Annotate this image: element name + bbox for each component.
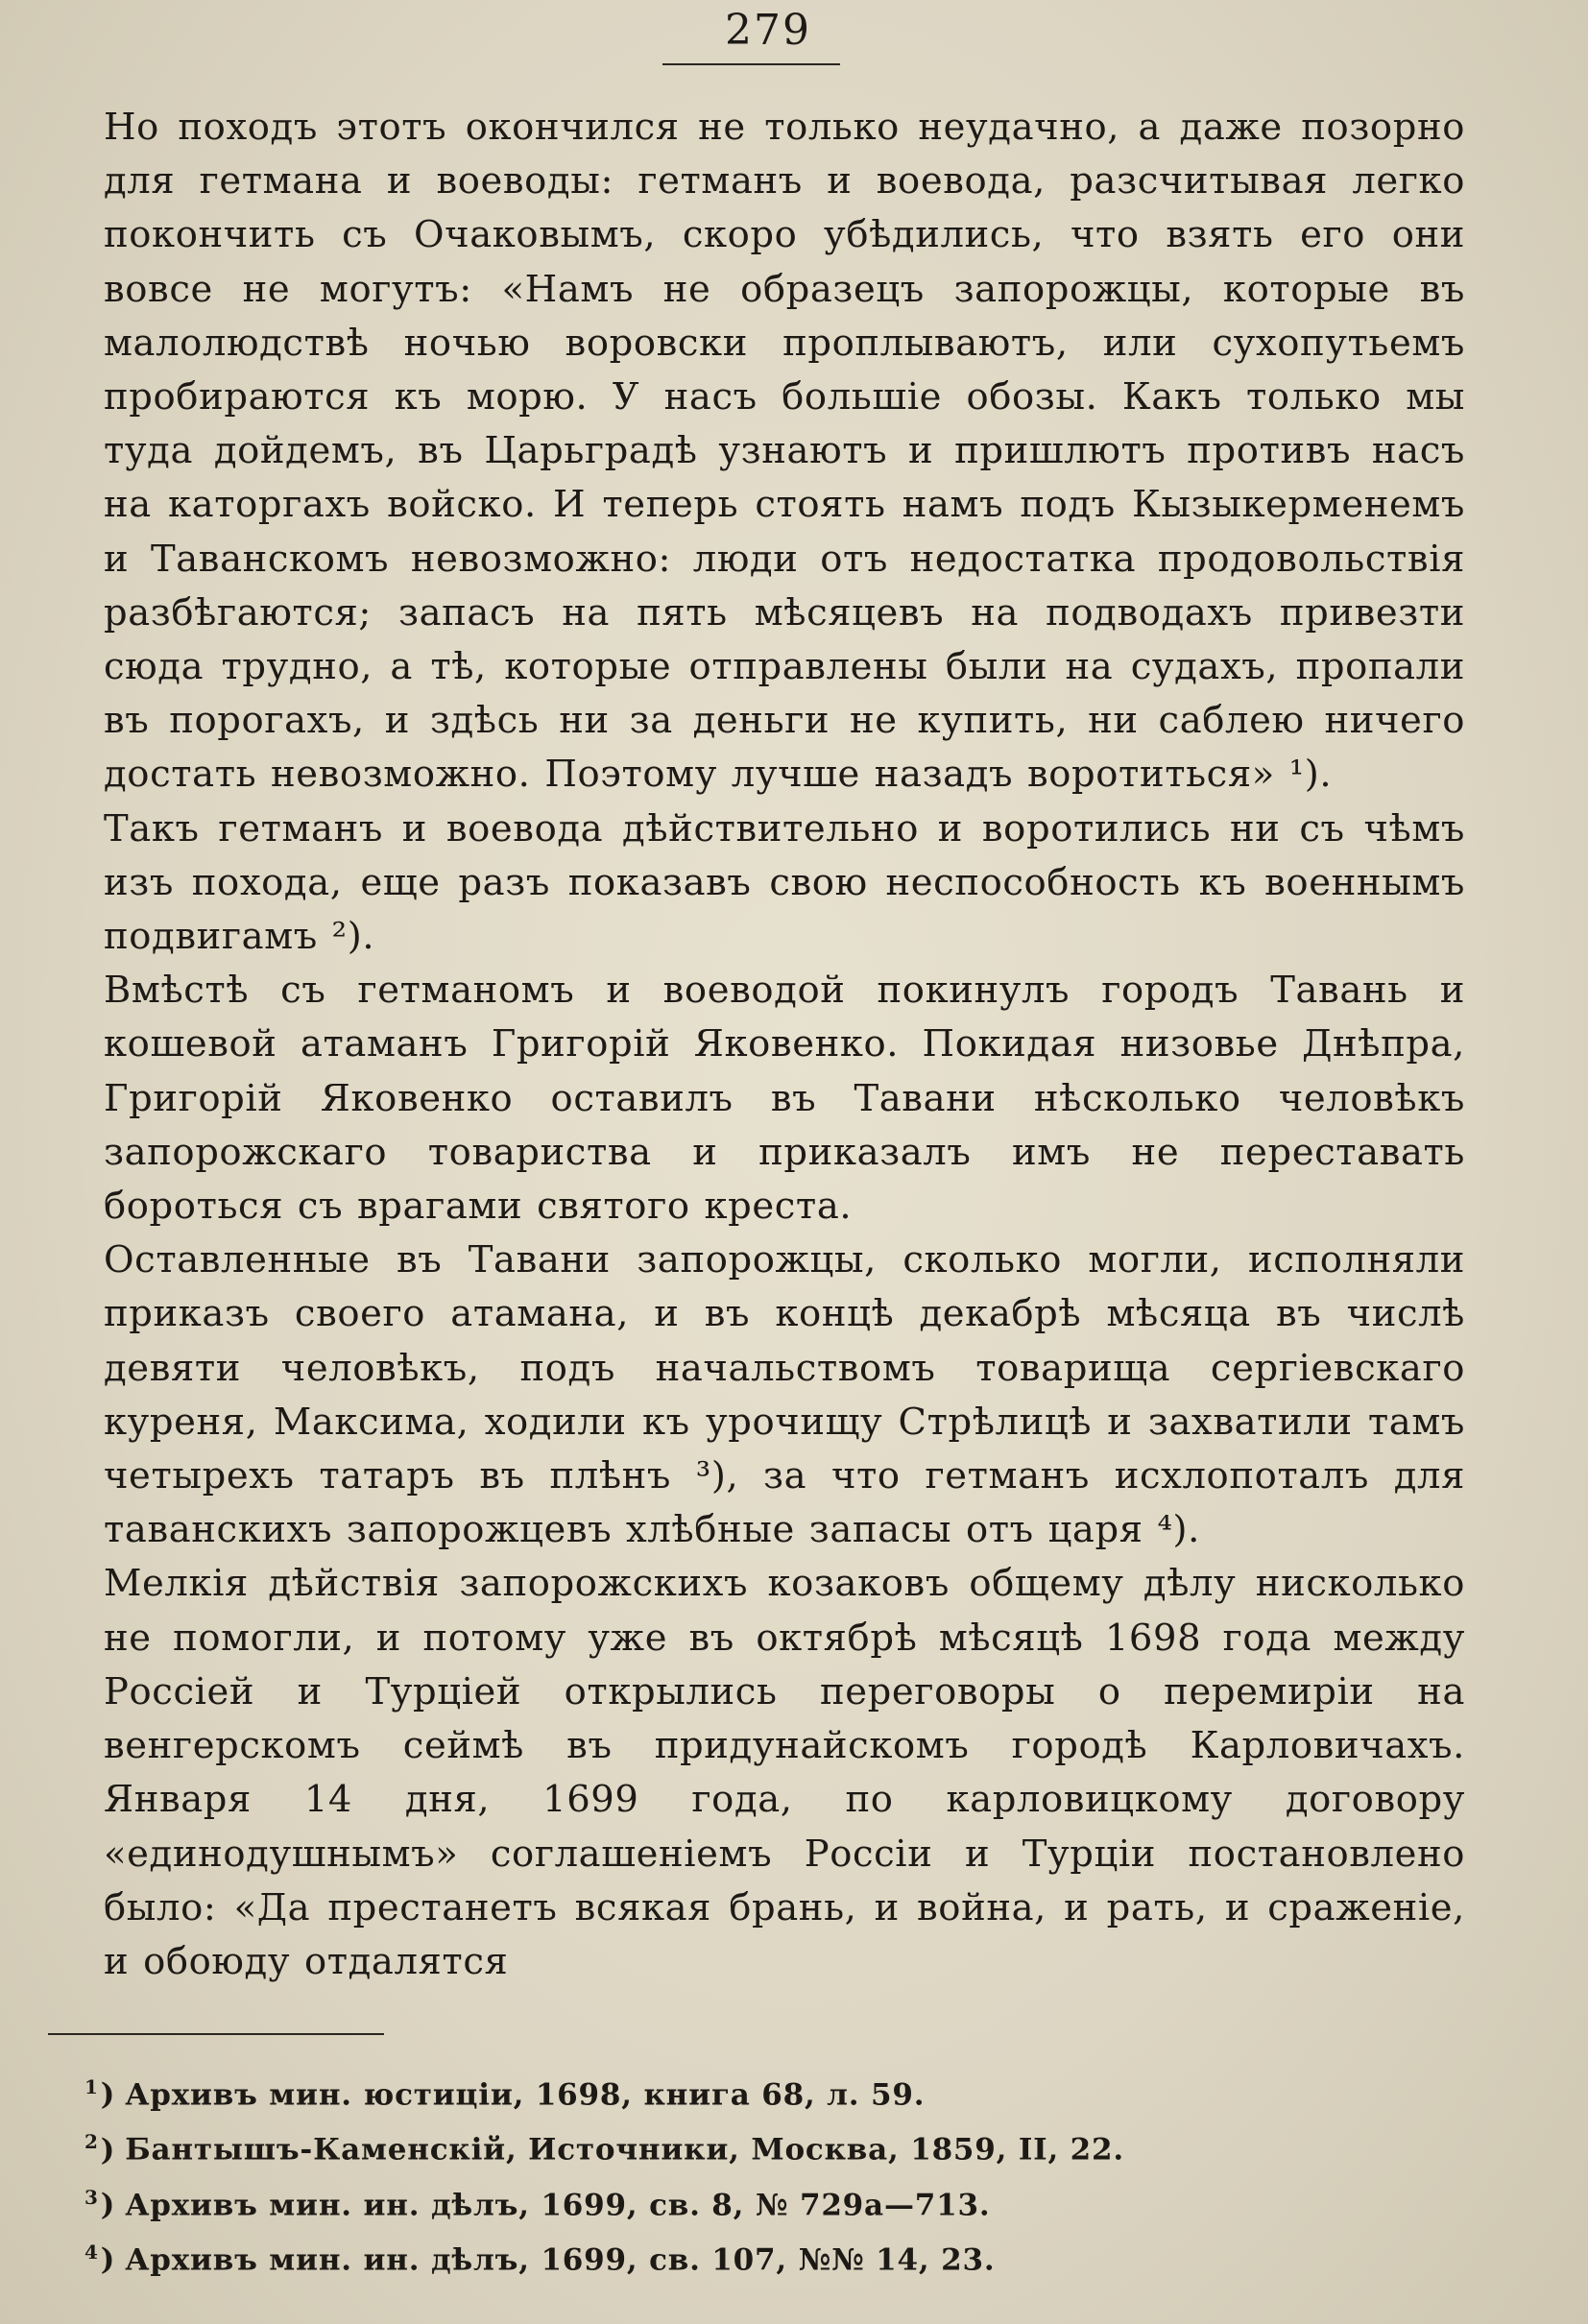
header-rule <box>662 63 840 65</box>
footnote-3-mark: 3 <box>84 2185 99 2209</box>
footnote-2-mark: 2 <box>84 2130 99 2154</box>
paragraph-3-text: Вмѣстѣ съ гетманомъ и воеводой покинулъ городъ Тавань и кошевой атаманъ Григорій Яковенко. Покидая низовье Днѣпра, Григорій Яковенко оставилъ въ Тавани нѣсколько человѣкъ запорожскаго товариства и приказалъ имъ не переставать бороться съ врагами святого креста. <box>104 969 1465 1229</box>
footnote-1-mark: 1 <box>84 2075 99 2098</box>
paragraph-2-text: Такъ гетманъ и воевода дѣйствительно и воротились ни съ чѣмъ изъ похода, еще разъ показавъ свою неспособность къ военнымъ подвигамъ ²). <box>104 806 1465 959</box>
footnote-4-text: Архивъ мин. ин. дѣлъ, 1699, св. 107, №№ 14, 23. <box>125 2242 996 2278</box>
page-number: 279 <box>725 6 811 55</box>
paragraph-5 <box>104 1557 1465 1989</box>
footnote-4-mark: 4 <box>84 2240 99 2264</box>
footnote-2: $^2$) Бантышъ-Каменскій, Источники, Москва, 1859, II, 22. <box>84 2130 1124 2168</box>
footnotes <box>84 2064 1381 2284</box>
paragraph-2 <box>104 803 1465 965</box>
footnote-rule <box>48 2033 384 2035</box>
paragraph-3 <box>104 964 1465 1234</box>
paragraph-1-text: Но походъ этотъ окончился не только неудачно, а даже позорно для гетмана и воеводы: гетманъ и воевода, разсчитывая легко покончить съ Очаковымъ, скоро убѣдились, что взять его они вовсе не могутъ: «Намъ не образецъ запорожцы, которые въ малолюдствѣ ночью воровски проплываютъ, или сухопутьемъ пробираются къ морю. У насъ большіе обозы. Какъ только мы туда дойдемъ, въ Царьградѣ узнаютъ и пришлютъ противъ насъ на каторгахъ войско. И теперь стоять намъ подъ Кызыкерменемъ и Таванскомъ невозможно: люди отъ недостатка продовольствія разбѣгаются; запасъ на пять мѣсяцевъ на подводахъ привезти сюда трудно, а тѣ, которые отправлены были на судахъ, пропали въ порогахъ, и здѣсь ни за деньги не купить, ни саблею ничего достать невозможно. Поэтому лучше назадъ воротиться» ¹). <box>104 106 1465 797</box>
footnote-1-text: Архивъ мин. юстиціи, 1698, книга 68, л. 59. <box>125 2077 926 2113</box>
footnote-1: $^1$) Архивъ мин. юстиціи, 1698, книга 68, л. 59. <box>84 2075 926 2113</box>
paragraph-4 <box>104 1234 1465 1557</box>
paragraph-1 <box>104 101 1465 803</box>
footnote-3-text: Архивъ мин. ин. дѣлъ, 1699, св. 8, № 729а—713. <box>125 2187 991 2222</box>
body-text <box>104 101 1465 1989</box>
paragraph-5-text: Мелкія дѣйствія запорожскихъ козаковъ общему дѣлу нисколько не помогли, и потому уже въ октябрѣ мѣсяцѣ 1698 года между Россіей и Турціей открылись переговоры о перемиріи на венгерскомъ сеймѣ въ придунайскомъ городѣ Карловичахъ. Января 14 дня, 1699 года, по карловицкому договору «единодушнымъ» соглашеніемъ Россіи и Турціи постановлено было: «Да престанетъ всякая брань, и война, и рать, и сраженіе, и обоюду отдалятся <box>104 1562 1465 1983</box>
footnote-4: $^4$) Архивъ мин. ин. дѣлъ, 1699, св. 107, №№ 14, 23. <box>84 2240 996 2278</box>
footnote-3: $^3$) Архивъ мин. ин. дѣлъ, 1699, св. 8, № 729а—713. <box>84 2185 991 2222</box>
paragraph-4-text: Оставленные въ Тавани запорожцы, сколько могли, исполняли приказъ своего атамана, и въ концѣ декабрѣ мѣсяца въ числѣ девяти человѣкъ, подъ начальствомъ товарища сергіевскаго куреня, Максима, ходили къ урочищу Стрѣлицѣ и захватили тамъ четырехъ татаръ въ плѣнъ ³), за что гетманъ исхлопоталъ для таванскихъ запорожцевъ хлѣбные запасы отъ царя ⁴). <box>104 1238 1465 1552</box>
footnote-2-text: Бантышъ-Каменскій, Источники, Москва, 1859, II, 22. <box>125 2132 1124 2168</box>
